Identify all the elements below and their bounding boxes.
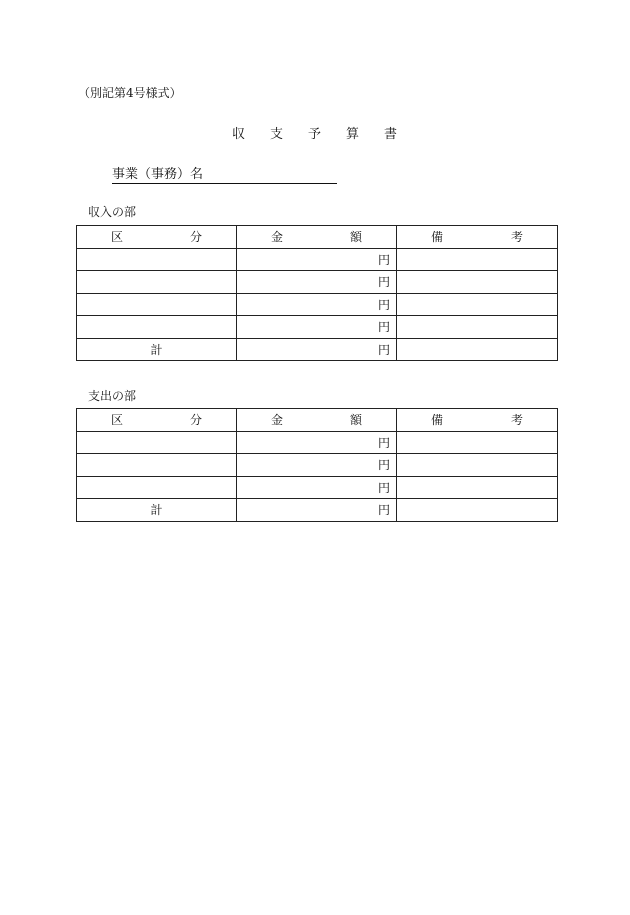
table-row — [77, 476, 558, 499]
category-cell[interactable] — [77, 476, 237, 499]
header-amount: 金 額 — [237, 409, 397, 432]
business-name-field[interactable] — [112, 163, 337, 184]
income-section-title: 収入の部 — [88, 205, 137, 219]
amount-cell[interactable]: 円 — [237, 476, 397, 499]
total-amount-cell[interactable]: 円 — [237, 338, 397, 361]
title-char: 書 — [383, 127, 397, 142]
total-label-cell: 計 — [77, 338, 237, 361]
remarks-cell[interactable] — [397, 476, 558, 499]
category-cell[interactable] — [77, 454, 237, 477]
title-char: 予 — [307, 127, 321, 142]
amount-cell[interactable]: 円 — [237, 248, 397, 271]
category-cell[interactable] — [77, 271, 237, 294]
category-cell[interactable] — [77, 293, 237, 316]
amount-cell[interactable]: 円 — [237, 271, 397, 294]
form-number-label: （別記第4号様式） — [78, 86, 182, 100]
document-title — [232, 123, 397, 142]
category-cell[interactable] — [77, 248, 237, 271]
category-cell[interactable] — [77, 316, 237, 339]
amount-cell[interactable]: 円 — [237, 454, 397, 477]
expense-section-title: 支出の部 — [88, 389, 137, 403]
remarks-cell[interactable] — [397, 248, 558, 271]
expense-table — [76, 408, 558, 522]
amount-cell[interactable]: 円 — [237, 431, 397, 454]
title-char: 収 — [232, 127, 246, 142]
table-row — [77, 431, 558, 454]
remarks-cell[interactable] — [397, 431, 558, 454]
table-row — [77, 316, 558, 339]
table-row — [77, 454, 558, 477]
amount-cell[interactable]: 円 — [237, 293, 397, 316]
total-remarks-cell[interactable] — [397, 338, 558, 361]
remarks-cell[interactable] — [397, 454, 558, 477]
total-row — [77, 499, 558, 522]
total-row — [77, 338, 558, 361]
remarks-cell[interactable] — [397, 316, 558, 339]
header-category: 区 分 — [77, 226, 237, 249]
title-char: 算 — [345, 127, 359, 142]
table-header-row — [77, 226, 558, 249]
income-table — [76, 225, 558, 361]
header-amount: 金 額 — [237, 226, 397, 249]
remarks-cell[interactable] — [397, 293, 558, 316]
business-name-label: 事業（事務）名 — [112, 167, 204, 182]
total-label-cell: 計 — [77, 499, 237, 522]
category-cell[interactable] — [77, 431, 237, 454]
total-amount-cell[interactable]: 円 — [237, 499, 397, 522]
title-char: 支 — [269, 127, 283, 142]
header-category: 区 分 — [77, 409, 237, 432]
remarks-cell[interactable] — [397, 271, 558, 294]
table-header-row — [77, 409, 558, 432]
amount-cell[interactable]: 円 — [237, 316, 397, 339]
header-remarks: 備 考 — [397, 409, 558, 432]
table-row — [77, 248, 558, 271]
total-remarks-cell[interactable] — [397, 499, 558, 522]
table-row — [77, 271, 558, 294]
table-row — [77, 293, 558, 316]
header-remarks: 備 考 — [397, 226, 558, 249]
